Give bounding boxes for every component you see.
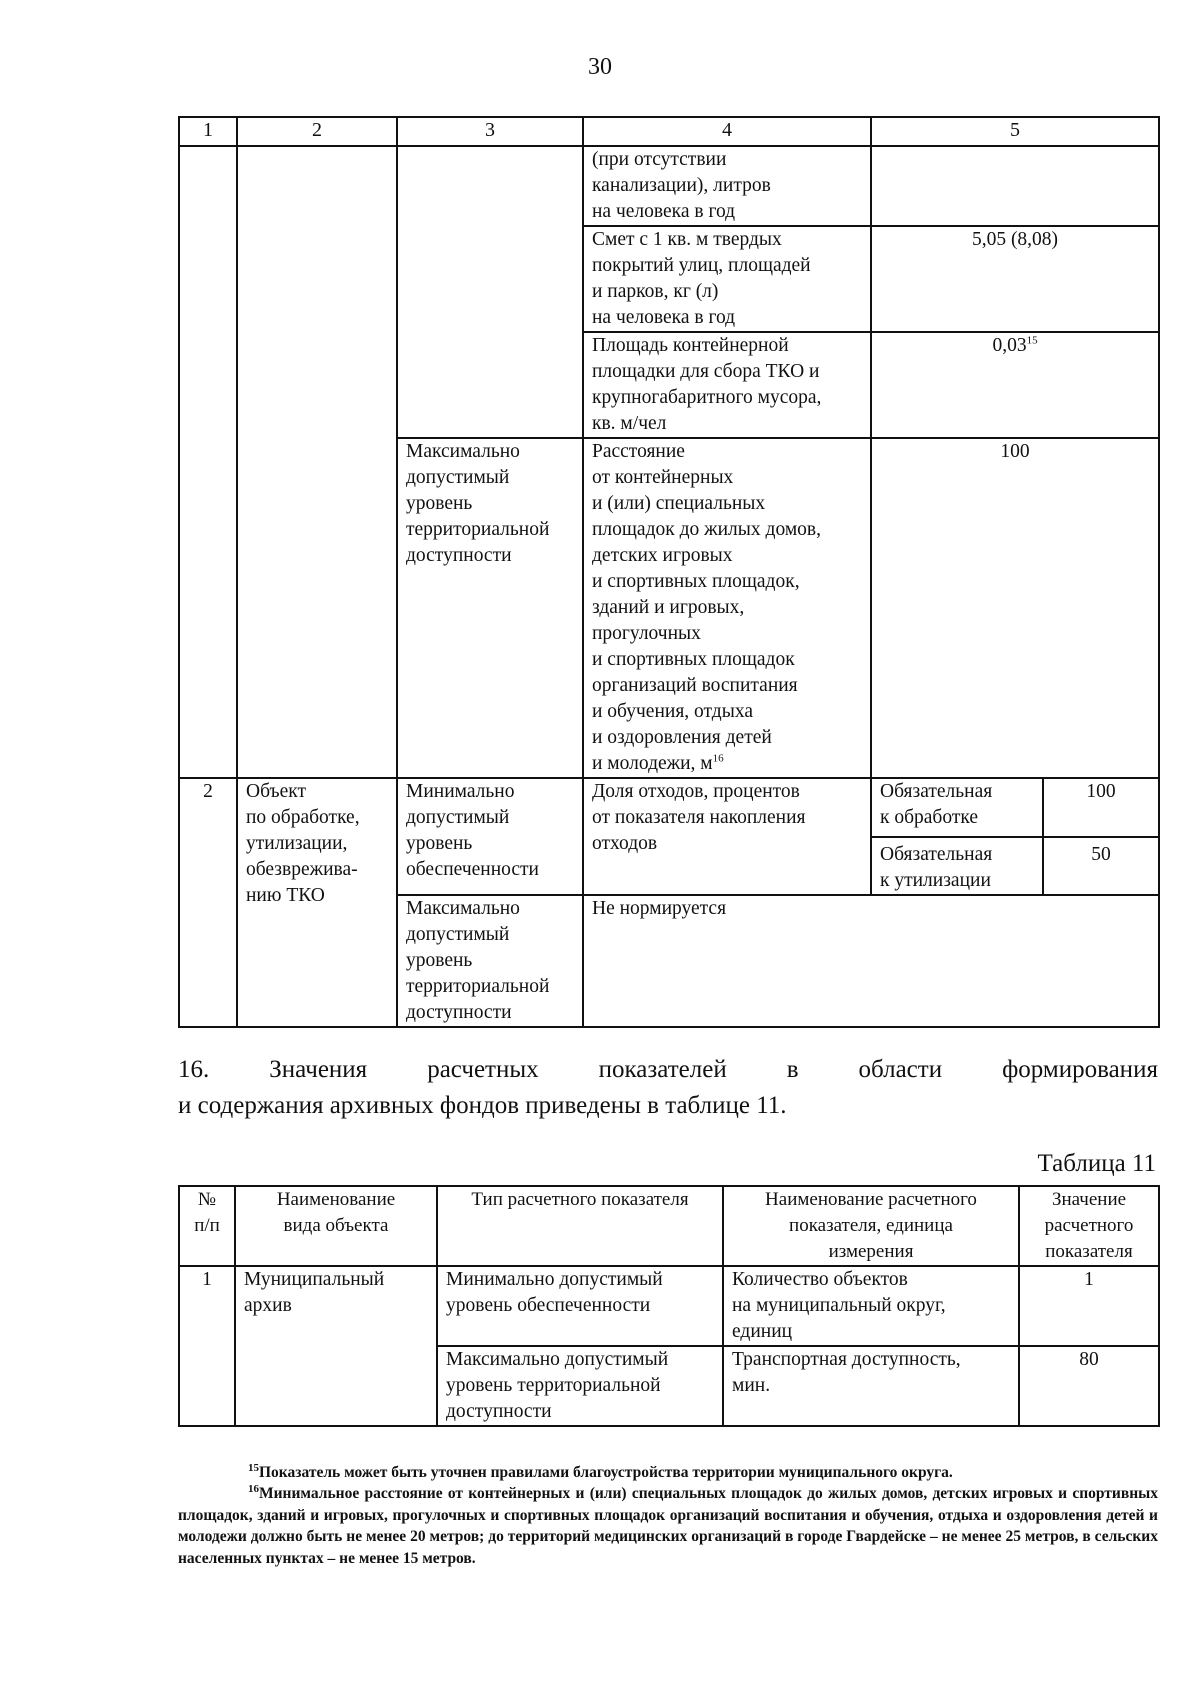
footnote-16 [178,1483,1158,1569]
word: расчетных [427,1056,539,1083]
col-header [235,1186,437,1266]
cell-text: Максимально допустимый уровень территориальной доступности [446,1349,669,1422]
footnote-text: Показатель может быть уточнен правилами благоустройства территории муниципального округа. [259,1464,953,1481]
cell-text: Наименование расчетного показателя, единица измерения [765,1189,977,1262]
word: в [786,1056,799,1083]
cell-text: Обязательная к обработке [880,781,993,828]
footnote-15 [178,1462,1158,1484]
cell-text: Объект по обработке, утилизации, обезврежива- нию ТКО [246,781,360,906]
table-caption: Таблица 11 [1037,1150,1156,1177]
col-header: 5 [871,117,1159,146]
indicator-cell [723,1266,1019,1346]
object-name-cell [237,778,397,1027]
table-row [179,1266,1159,1346]
col-header [1019,1186,1159,1266]
word: формирования [1002,1056,1158,1083]
cell-text: Муниципальный архив [244,1269,385,1316]
indicator-cell [583,438,871,778]
cell-text: Максимально допустимый уровень территориальной доступности [406,898,550,1023]
value-cell: 100 [1043,778,1159,837]
sub-label-cell [871,778,1043,837]
indicator-cell [583,146,871,226]
cell-text: № п/п [194,1189,220,1236]
col-header: 1 [179,117,237,146]
table-header-row [179,117,1159,146]
indicator-cell [583,226,871,332]
col-header [723,1186,1019,1266]
value-cell: 50 [1043,837,1159,895]
cell-text: Количество объектов на муниципальный округ, единиц [732,1269,946,1342]
cell-text: Тип расчетного показателя [471,1189,689,1210]
cell-text: Обязательная к утилизации [880,844,993,891]
paragraph-line-1 [178,1052,1158,1087]
value-cell [871,332,1159,438]
row-number-cell: 2 [179,778,237,1027]
table-cell [179,146,237,778]
object-name-cell [235,1266,437,1426]
cell-text: Значение расчетного показателя [1044,1189,1134,1262]
cell-text: Смет с 1 кв. м твердых покрытий улиц, площадей и парков, кг (л) на человека в год [592,229,811,328]
word: 16. [178,1056,210,1083]
cell-text: Транспортная доступность, мин. [732,1349,961,1396]
indicator-cell [723,1346,1019,1426]
col-header [437,1186,723,1266]
indicator-type-cell [397,438,583,778]
cell-text: Максимально допустимый уровень территориальной доступности [406,441,550,566]
footnote-ref: 15 [1026,334,1038,347]
col-header: 3 [397,117,583,146]
indicator-cell [583,778,871,895]
indicator-type-cell [397,778,583,895]
cell-text: Наименование вида объекта [276,1189,396,1236]
footnote-ref: 16 [712,752,724,765]
col-header: 4 [583,117,871,146]
word: Значения [269,1056,368,1083]
row-number-cell: 1 [179,1266,235,1426]
indicator-type-cell [437,1346,723,1426]
sub-label-cell [871,837,1043,895]
archive-indicators-table [178,1185,1160,1427]
cell-text: Площадь контейнерной площадки для сбора ТКО и крупногабаритного мусора, кв. м/чел [592,335,822,434]
cell-text: Доля отходов, процентов от показателя накопления отходов [592,781,806,854]
table-header-row [179,1186,1159,1266]
value-text: 0,03 [992,335,1027,356]
cell-text: (при отсутствии канализации), литров на человека в год [592,149,771,222]
footnote-text: Минимальное расстояние от контейнерных и (или) специальных площадок до жилых домов, детских игровых и спортивных площадок, зданий и игровых, прогулочных и спортивных площадок организаций воспитания и обучения, отдыха и оздоровления детей и молодежи должно быть не менее 20 метров; до территорий медицинских организаций в городе Гвардейске – не менее 25 метров, в сельских населенных пунктах – не менее 15 метров. [178,1485,1158,1567]
col-header [179,1186,235,1266]
paragraph-line-2: и содержания архивных фондов приведены в таблице 11. [178,1092,787,1119]
value-cell: 1 [1019,1266,1159,1346]
footnote-mark: 15 [248,1461,259,1474]
indicators-table-continued [178,116,1160,1028]
indicator-cell: Не нормируется [583,895,1159,1027]
footnote-mark: 16 [248,1482,259,1495]
cell-text: Минимально допустимый уровень обеспеченности [446,1269,663,1316]
value-cell [871,146,1159,226]
table-row [179,778,1159,837]
table-row [179,146,1159,226]
cell-text: Расстояние от контейнерных и (или) специальных площадок до жилых домов, детских игровых и спортивных площадок, зданий и игровых, прогулочных и спортивных площадок организаций воспитания и обучения, отдыха и оздоровления детей и молодежи, м [592,441,821,774]
page-number: 30 [588,54,612,80]
col-header: 2 [237,117,397,146]
word: области [858,1056,943,1083]
table-cell [237,146,397,778]
word: показателей [598,1056,727,1083]
cell-text: Минимально допустимый уровень обеспеченности [406,781,539,880]
value-cell: 5,05 (8,08) [871,226,1159,332]
indicator-type-cell [437,1266,723,1346]
value-cell: 80 [1019,1346,1159,1426]
indicator-type-cell [397,895,583,1027]
indicator-cell [583,332,871,438]
value-cell: 100 [871,438,1159,778]
table-cell [397,146,583,438]
